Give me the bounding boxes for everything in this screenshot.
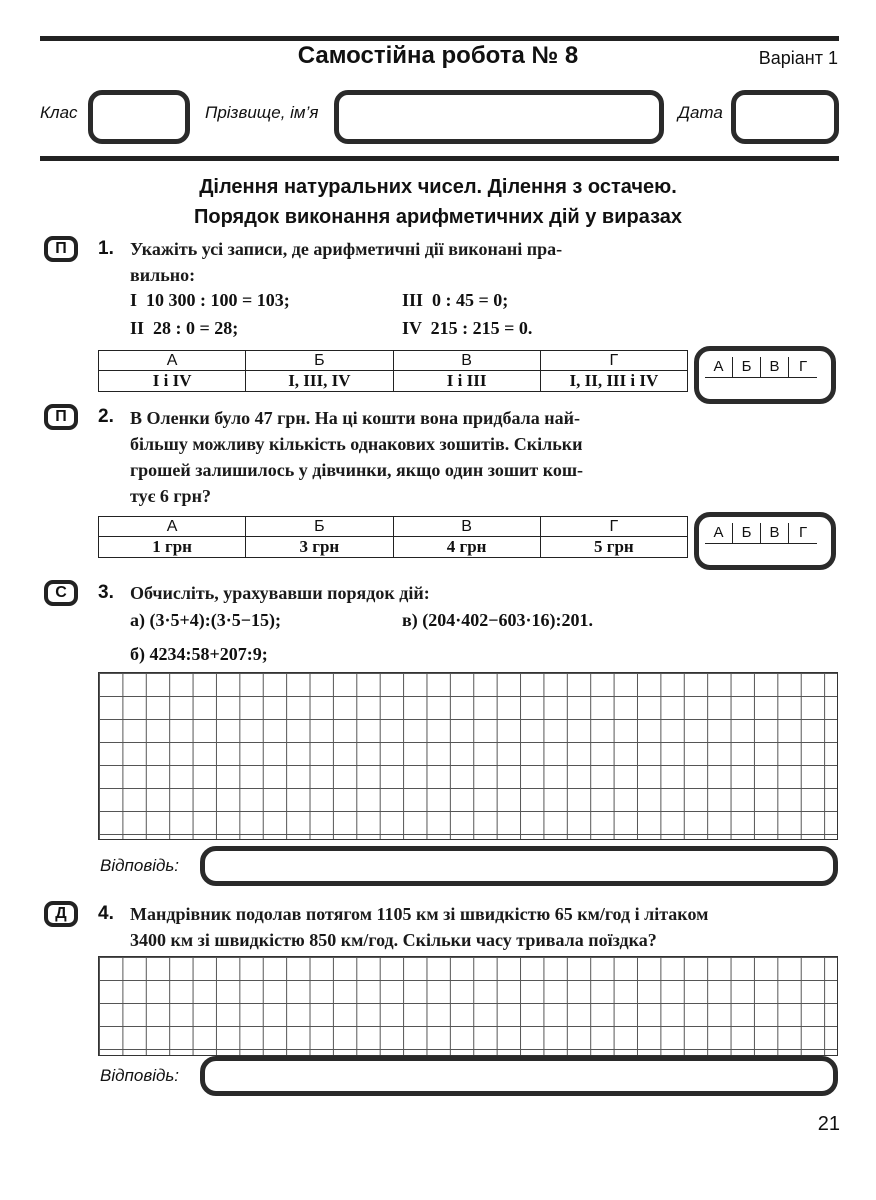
q2-answer-letter-v: В — [761, 523, 789, 543]
q2-level-badge: П — [44, 404, 78, 430]
q4-number: 4. — [98, 903, 114, 924]
q4-level-badge: Д — [44, 901, 78, 927]
q1-item-1: I 10 300 : 100 = 103; — [130, 290, 290, 310]
q2-option-value-g: 5 грн — [540, 537, 687, 558]
q1-option-letter-b: Б — [246, 351, 393, 371]
topic-title-line2: Порядок виконання арифметичних дій у виразах — [194, 206, 682, 228]
q1-answer-letter-a: А — [705, 357, 733, 377]
q1-item-4: IV 215 : 215 = 0. — [402, 318, 533, 338]
q1-answer-letter-b: Б — [733, 357, 761, 377]
q2-answer-cells-divider — [705, 543, 817, 544]
q1-item-3: III 0 : 45 = 0; — [402, 290, 509, 310]
q2-number: 2. — [98, 406, 114, 427]
q1-text-line2: вильно: — [130, 265, 196, 285]
q3-item-b: б) 4234:58+207:9; — [130, 644, 268, 664]
q1-option-letter-a: А — [99, 351, 246, 371]
class-label: Клас — [40, 103, 78, 122]
q1-item-2: II 28 : 0 = 28; — [130, 318, 239, 338]
q2-option-value-b: 3 грн — [246, 537, 393, 558]
q1-option-value-b: I, III, IV — [246, 371, 393, 392]
q1-text-line1: Укажіть усі записи, де арифметичні дії виконані пра- — [130, 239, 563, 259]
q1-answer-letter-v: В — [761, 357, 789, 377]
q1-answer-letter-g: Г — [798, 358, 808, 375]
topic-title-line1: Ділення натуральних чисел. Ділення з остачею. — [199, 176, 677, 198]
q2-option-value-a: 1 грн — [99, 537, 246, 558]
q2-option-value-v: 4 грн — [393, 537, 540, 558]
q4-answer-label: Відповідь: — [100, 1066, 180, 1085]
q1-option-value-v: I i III — [393, 371, 540, 392]
q2-option-letter-g: Г — [540, 517, 687, 537]
q4-text-line1: Мандрівник подолав потягом 1105 км зі швидкістю 65 км/год і літаком — [130, 904, 709, 924]
q1-answer-cells-divider — [705, 377, 817, 378]
q2-option-letter-a: А — [99, 517, 246, 537]
q2-text-line3: грошей залишилось у дівчинки, якщо один зошит кош- — [130, 460, 584, 480]
class-field[interactable] — [88, 90, 190, 144]
q4-text-line2: 3400 км зі швидкістю 850 км/год. Скільки часу тривала поїздка? — [130, 930, 657, 950]
name-label: Прізвище, ім’я — [205, 103, 319, 122]
name-field[interactable] — [334, 90, 664, 144]
q1-option-value-g: I, II, III i IV — [540, 371, 687, 392]
q2-options-table — [98, 516, 688, 558]
top-rule — [40, 36, 839, 41]
q3-item-a: а) (3·5+4):(3·5−15); — [130, 610, 281, 630]
q1-option-letter-g: Г — [540, 351, 687, 371]
q3-work-grid[interactable] — [98, 672, 838, 840]
q2-answer-letter-b: Б — [733, 523, 761, 543]
q1-level-badge: П — [44, 236, 78, 262]
q2-option-letter-b: Б — [246, 517, 393, 537]
q2-answer-box[interactable] — [694, 512, 836, 570]
q2-text-line4: тує 6 грн? — [130, 486, 211, 506]
page-title: Самостійна робота № 8 — [297, 42, 579, 69]
page-number: 21 — [817, 1113, 840, 1135]
q1-options-table — [98, 350, 688, 392]
q3-answer-field[interactable] — [200, 846, 838, 886]
q2-option-letter-v: В — [393, 517, 540, 537]
q3-number: 3. — [98, 582, 114, 603]
q3-item-v: в) (204·402−603·16):201. — [402, 610, 593, 630]
q3-level-badge: С — [44, 580, 78, 606]
q4-work-grid[interactable] — [98, 956, 838, 1056]
q4-answer-field[interactable] — [200, 1056, 838, 1096]
q1-answer-box[interactable] — [694, 346, 836, 404]
q3-text: Обчисліть, урахувавши порядок дій: — [130, 583, 430, 603]
q1-option-value-a: I i IV — [99, 371, 246, 392]
date-field[interactable] — [731, 90, 839, 144]
q2-text-line1: В Оленки було 47 грн. На ці кошти вона придбала най- — [130, 408, 580, 428]
variant-label: Варіант 1 — [758, 48, 838, 68]
header-bottom-rule — [40, 156, 839, 161]
q2-answer-letter-a: А — [705, 523, 733, 543]
q2-answer-letter-g: Г — [798, 524, 808, 541]
q1-option-letter-v: В — [393, 351, 540, 371]
q2-text-line2: більшу можливу кількість однакових зошитів. Скільки — [130, 434, 583, 454]
q1-number: 1. — [98, 238, 114, 259]
date-label: Дата — [678, 103, 723, 122]
q3-answer-label: Відповідь: — [100, 856, 180, 875]
